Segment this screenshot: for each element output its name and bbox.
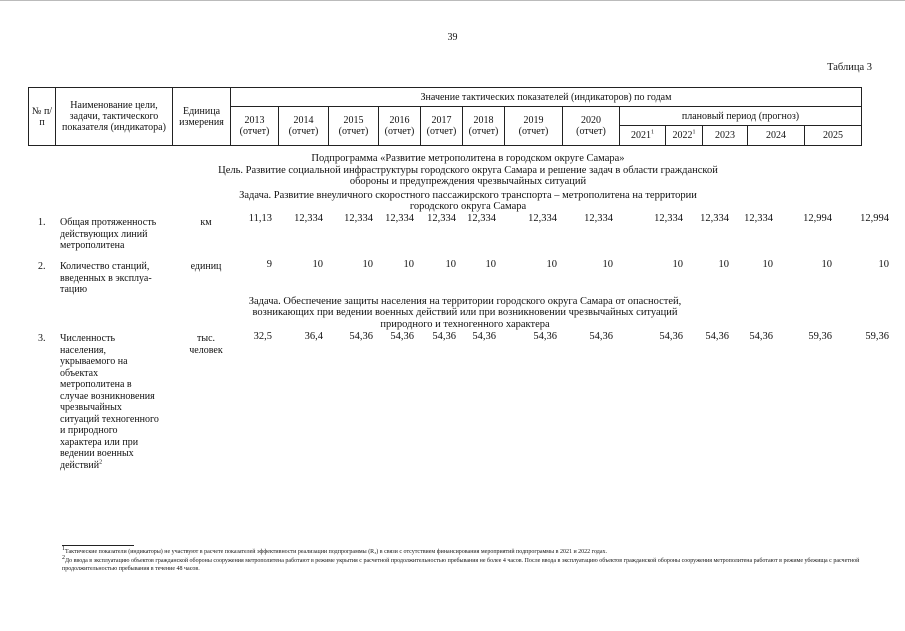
task2-line-1: Задача. Обеспечение защиты населения на территории городского округа Самара от опасностей,	[248, 296, 682, 307]
row-1-unit: км	[200, 217, 212, 228]
row-1-value: 12,334	[344, 213, 373, 224]
row-1-value: 12,334	[700, 213, 729, 224]
row-1-value: 12,334	[427, 213, 456, 224]
row-2-value: 10	[878, 259, 889, 270]
year-header: 2019 (отчет)	[505, 107, 563, 146]
year-header: 2013 (отчет)	[231, 107, 279, 146]
task2-line-3: природного и техногенного характера	[380, 319, 550, 330]
row-2-value: 10	[718, 259, 729, 270]
row-3-name: Численность населения, укрываемого на объектах метрополитена в случае возникновения чрезвычайных ситуаций техногенного и природного характера или при ведении военных действий$^2$	[60, 333, 159, 471]
values-title: Значение тактических показателей (индикаторов) по годам	[231, 88, 862, 107]
row-3-value: 54,36	[749, 331, 773, 342]
row-3-value: 54,36	[472, 331, 496, 342]
row-3-value: 36,4	[304, 331, 323, 342]
table-label: Таблица 3	[827, 62, 872, 73]
row-2-value: 10	[762, 259, 773, 270]
col-num-header: № п/п	[29, 88, 56, 146]
task1-line-1: Задача. Развитие внеуличного скоростного пассажирского транспорта – метрополитена на территории	[239, 190, 697, 201]
row-3-num: 3.	[38, 333, 46, 344]
row-1-value: 11,13	[248, 213, 272, 224]
row-3-value: 54,36	[659, 331, 683, 342]
row-2-name: Количество станций, введенных в эксплуа- тацию	[60, 261, 152, 295]
row-3-value: 54,36	[432, 331, 456, 342]
row-1-value: 12,994	[803, 213, 832, 224]
row-2-value: 10	[485, 259, 496, 270]
row-3-value: 59,36	[865, 331, 889, 342]
row-2-value: 10	[602, 259, 613, 270]
year-header: 2015 (отчет)	[329, 107, 379, 146]
table-header	[28, 87, 862, 146]
page-number: 39	[447, 32, 458, 43]
col-name-header: Наименование цели, задачи, тактического показателя (индикатора)	[56, 88, 173, 146]
row-2-value: 10	[821, 259, 832, 270]
task2-line-2: возникающих при ведении военных действий или при возникновении чрезвычайных ситуаций	[252, 307, 678, 318]
row-3-value: 54,36	[705, 331, 729, 342]
row-1-value: 12,334	[584, 213, 613, 224]
year-header: 2014 (отчет)	[279, 107, 329, 146]
row-1-name: Общая протяженность действующих линий метрополитена	[60, 217, 157, 251]
row-3-value: 54,36	[533, 331, 557, 342]
row-2-value: 10	[445, 259, 456, 270]
year-header: 2020 (отчет)	[563, 107, 620, 146]
row-3-value: 54,36	[589, 331, 613, 342]
row-2-value: 10	[672, 259, 683, 270]
year-header: 2018 (отчет)	[463, 107, 505, 146]
row-1-value: 12,334	[385, 213, 414, 224]
goal-line-1: Цель. Развитие социальной инфраструктуры городского округа Самара и решение задач в области гражданской	[218, 165, 718, 176]
plan-period-header: плановый период (прогноз)	[620, 107, 862, 126]
row-2-num: 2.	[38, 261, 46, 272]
plan-year-header: 2025	[805, 126, 862, 146]
year-header: 2017 (отчет)	[421, 107, 463, 146]
row-1-value: 12,334	[528, 213, 557, 224]
row-1-value: 12,334	[744, 213, 773, 224]
row-2-unit: единиц	[190, 261, 222, 272]
row-2-value: 10	[403, 259, 414, 270]
plan-year-header: 2021$^1$	[620, 126, 666, 146]
row-3-value: 54,36	[349, 331, 373, 342]
row-1-num: 1.	[38, 217, 46, 228]
plan-year-header: 2023	[703, 126, 748, 146]
row-1-value: 12,334	[294, 213, 323, 224]
footnote-1: $^1$Тактические показатели (индикаторы) не участвуют в расчете показателей эффективности реализации подпрограммы (R₃) в связи с отсутствием финансирования мероприятий подпрограммы в 2021 и 2022 годах.	[62, 546, 608, 555]
row-2-value: 9	[266, 259, 272, 270]
subprogram-title: Подпрограмма «Развитие метрополитена в городском округе Самара»	[311, 153, 625, 164]
row-3-value: 59,36	[808, 331, 832, 342]
row-3-unit: тыс. человек	[189, 333, 223, 356]
footnote-rule	[62, 545, 134, 546]
row-1-value: 12,334	[467, 213, 496, 224]
footnote-2: $^2$До ввода в эксплуатацию объектов гражданской обороны сооружения метрополитена работают в режиме укрытия с расчетной продолжительностью пребывания не более 4 часов. После ввода в эксплуатацию объектов гражданской обороны сооружения метрополитена работают в режиме убежища с расчетной продолжительностью пребывания в течение 48 часов.	[62, 555, 860, 572]
row-3-value: 32,5	[253, 331, 272, 342]
row-1-value: 12,994	[860, 213, 889, 224]
row-2-value: 10	[312, 259, 323, 270]
top-border	[0, 0, 905, 1]
goal-line-2: обороны и предупреждения чрезвычайных ситуаций	[349, 176, 587, 187]
plan-year-header: 2024	[748, 126, 805, 146]
row-2-value: 10	[362, 259, 373, 270]
plan-year-header: 2022$^1$	[666, 126, 703, 146]
row-2-value: 10	[546, 259, 557, 270]
row-3-value: 54,36	[390, 331, 414, 342]
row-1-value: 12,334	[654, 213, 683, 224]
year-header: 2016 (отчет)	[379, 107, 421, 146]
task1-line-2: городского округа Самара	[409, 201, 527, 212]
col-unit-header: Единица измерения	[173, 88, 231, 146]
